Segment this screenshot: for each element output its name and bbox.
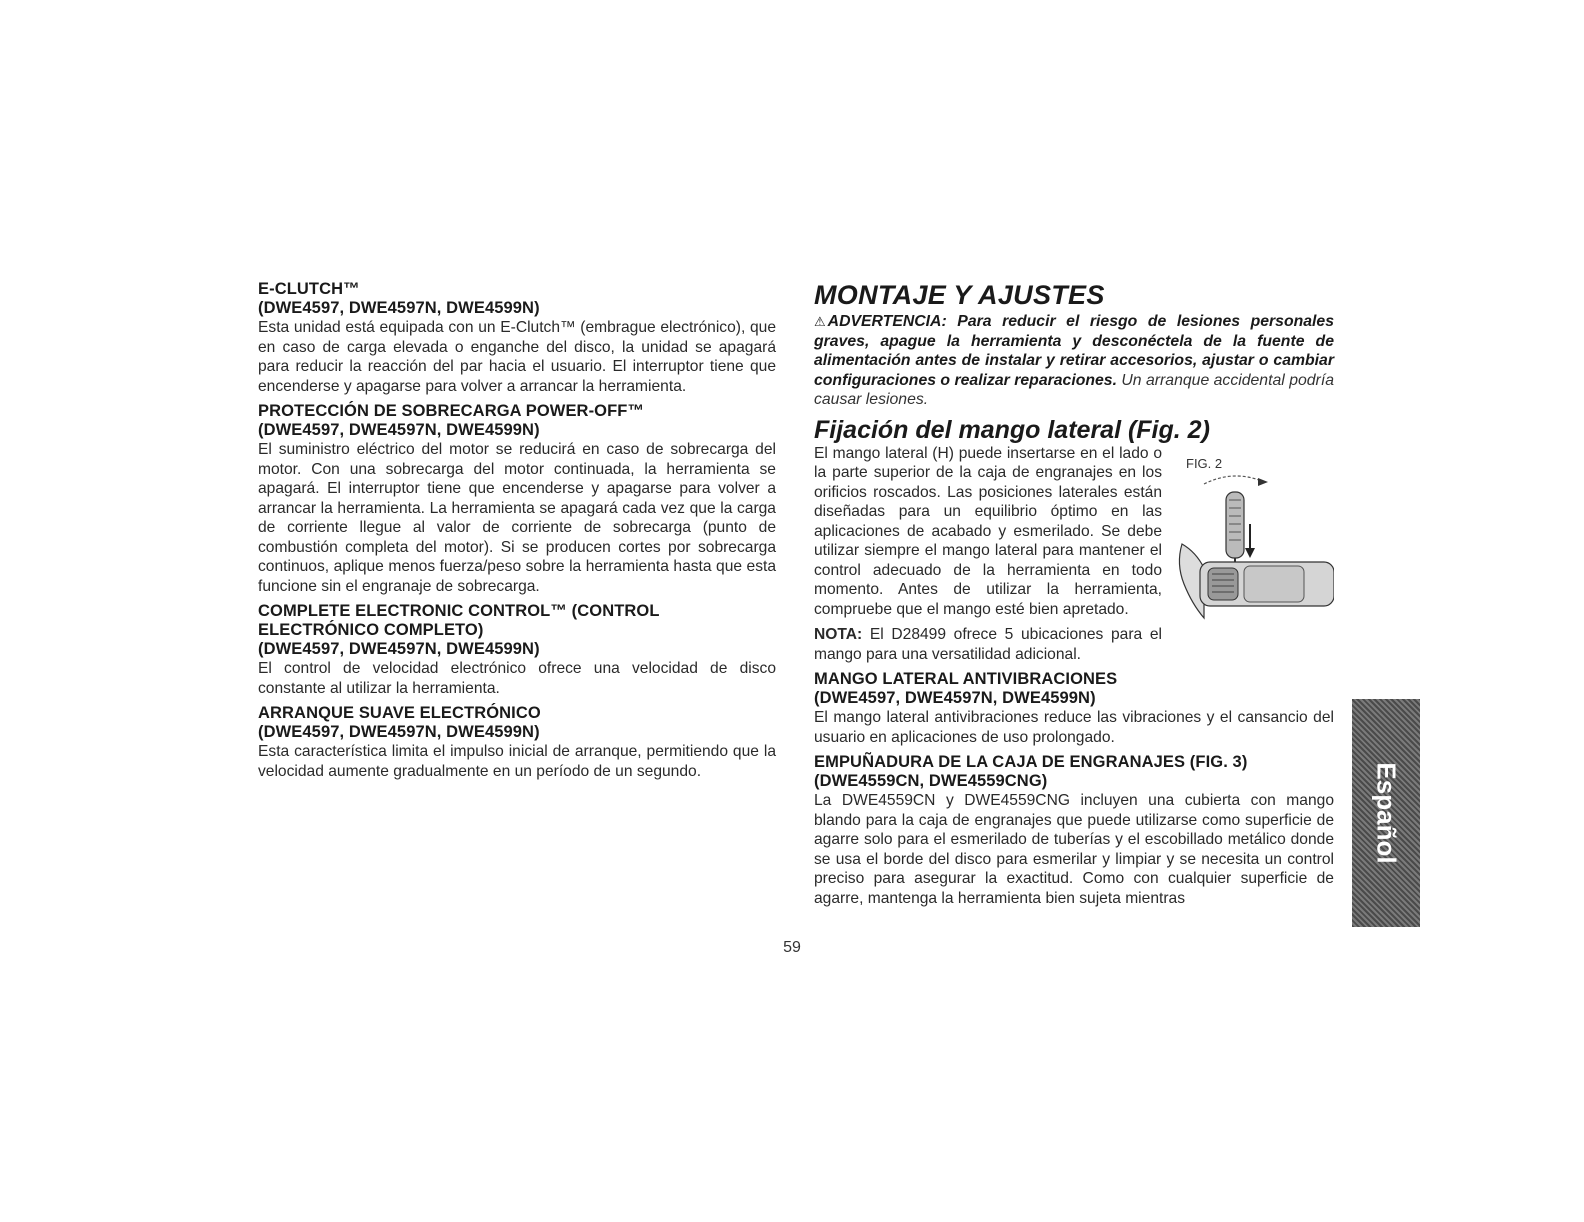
left-column	[258, 280, 776, 787]
section-anti-vibration	[814, 670, 1334, 747]
section-models: (DWE4597, DWE4597N, DWE4599N)	[258, 421, 540, 439]
section-electronic-control	[258, 602, 776, 698]
section-text: El control de velocidad electrónico ofrece una velocidad de disco constante al utilizar la herramienta.	[258, 660, 776, 697]
fig-label: FIG. 2	[1186, 455, 1223, 471]
side-handle-illustration	[1174, 444, 1334, 634]
warning-paragraph	[814, 312, 1334, 410]
section-models: (DWE4559CN, DWE4559CNG)	[814, 772, 1048, 790]
language-tab	[1352, 699, 1420, 927]
section-text: El mango lateral antivibraciones reduce las vibraciones y el cansancio del usuario en aplicaciones de uso prolongado.	[814, 709, 1334, 746]
section-text: La DWE4559CN y DWE4559CNG incluyen una cubierta con mango blando para la caja de engranajes que puede utilizarse como superficie de agarre solo para el esmerilado de tuberías y el escobillado metálico donde se usa el borde del disco para esmerilar y limpiar y se necesita un control preciso para asegurar la exactitud. Como con cualquier superficie de agarre, mantenga la herramienta bien sujeta mientras	[814, 792, 1334, 907]
section-heading: EMPUÑADURA DE LA CAJA DE ENGRANAJES (FIG. 3)	[814, 753, 1248, 771]
fig-heading: Fijación del mango lateral (Fig. 2)	[814, 415, 1210, 444]
section-heading: COMPLETE ELECTRONIC CONTROL™ (CONTROL ELECTRÓNICO COMPLETO)	[258, 602, 660, 639]
warning-label: ADVERTENCIA:	[827, 313, 947, 330]
right-column	[814, 280, 1334, 914]
section-heading: E-CLUTCH™	[258, 280, 360, 298]
section-gear-case-grip	[814, 753, 1334, 908]
nota-paragraph	[814, 625, 1162, 664]
section-soft-start	[258, 704, 776, 781]
page-number: 59	[783, 939, 801, 956]
section-e-clutch	[258, 280, 776, 396]
section-text: Esta unidad está equipada con un E-Clutch™ (embrague electrónico), que en caso de carga elevada o enganche del disco, la unidad se apagará para reducir la reacción del par hacia el usuario. El interruptor tiene que encenderse y apagarse para volver a arrancar la herramienta.	[258, 319, 776, 395]
nota-text: El D28499 ofrece 5 ubicaciones para el mango para una versatilidad adicional.	[814, 626, 1162, 663]
section-power-off	[258, 402, 776, 596]
section-text: El suministro eléctrico del motor se reducirá en caso de sobrecarga del motor. Con una sobrecarga del motor continuada, la herramienta se apagará. El interruptor tiene que encenderse y apagarse para volver a arrancar la herramienta. La herramienta se apagará cada vez que la carga de corriente llegue al valor de corriente de sobrecarga (punto de combustión completa del motor). Si se producen cortes por sobrecarga continuos, aplique menos fuerza/peso sobre la herramienta hasta que esta funcione sin el engranaje de sobrecarga.	[258, 441, 776, 595]
warning-italic-text: Un arranque accidental podría causar lesiones.	[814, 371, 1334, 408]
fig-text-block	[814, 444, 1162, 671]
nota-label: NOTA:	[814, 626, 863, 643]
fig-text: El mango lateral (H) puede insertarse en el lado o la parte superior de la caja de engranajes en los orificios roscados. Las posiciones laterales están diseñadas para un equilibrio óptimo en las aplicaciones de acabado y esmerilado. Se debe utilizar siempre el mango lateral para mantener el control adecuado de la herramienta en todo momento. Antes de utilizar la herramienta, compruebe que el mango esté bien apretado.	[814, 444, 1162, 618]
warning-triangle-icon: ⚠	[814, 314, 826, 329]
section-models: (DWE4597, DWE4597N, DWE4599N)	[258, 640, 540, 658]
section-models: (DWE4597, DWE4597N, DWE4599N)	[814, 689, 1096, 707]
section-heading: ARRANQUE SUAVE ELECTRÓNICO	[258, 704, 541, 722]
language-tab-label: Español	[1371, 762, 1402, 864]
section-heading: MANGO LATERAL ANTIVIBRACIONES	[814, 670, 1118, 688]
figure-2	[1174, 444, 1334, 634]
section-models: (DWE4597, DWE4597N, DWE4599N)	[258, 723, 540, 741]
fig-block	[814, 444, 1334, 671]
warning-bold-text: Para reducir el riesgo de lesiones personales graves, apague la herramienta y desconéctela de la fuente de alimentación antes de instalar y retirar accesorios, ajustar o cambiar configuraciones o realizar reparaciones.	[814, 313, 1334, 389]
section-models: (DWE4597, DWE4597N, DWE4599N)	[258, 299, 540, 317]
section-heading: PROTECCIÓN DE SOBRECARGA POWER-OFF™	[258, 402, 645, 420]
main-heading: MONTAJE Y AJUSTES	[814, 280, 1105, 310]
section-text: Esta característica limita el impulso inicial de arranque, permitiendo que la velocidad aumente gradualmente en un período de un segundo.	[258, 743, 776, 780]
